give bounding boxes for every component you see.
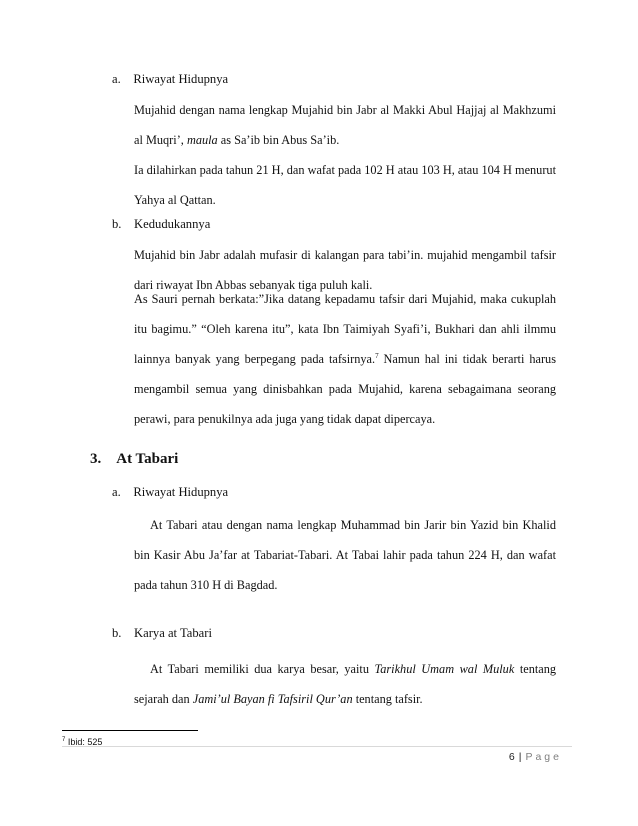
text-line: As Sauri pernah berkata:”Jika datang kepadamu tafsir dari Mujahid, maka cukuplah — [134, 292, 556, 306]
text-run: sejarah dan — [134, 692, 190, 706]
text-run: al Muqri’, — [134, 133, 184, 147]
text-line: itu bagimu.” “Oleh karena itu”, kata Ibn Taimiyah Syafi’i, Bukhari dan ahli ilmmu — [134, 322, 556, 336]
text-line: perawi, para penukilnya ada juga yang tidak dapat dipercaya. — [134, 412, 436, 426]
paragraph-tabari-biography — [134, 510, 556, 600]
footer-divider — [62, 746, 572, 747]
paragraph-as-sauri-quote — [134, 284, 556, 434]
page-word: Page — [525, 751, 562, 763]
text-line — [134, 654, 556, 684]
page-separator: | — [518, 751, 522, 763]
text-line: bin Kasir Abu Ja’far at Tabariat-Tabari. At Tabai lahir pada tahun 224 H, dan wafat — [134, 548, 556, 562]
text-line: Ia dilahirkan pada tahun 21 H, dan wafat pada 102 H atau 103 H, atau 104 H menurut — [134, 163, 556, 177]
book-title-tarikh: Tarikhul Umam wal Muluk — [374, 662, 515, 676]
page-number: 6 — [508, 751, 515, 763]
text-run: as Sa’ib bin Abus Sa’ib. — [220, 133, 340, 147]
text-line — [134, 125, 556, 155]
italic-term: maula — [186, 133, 218, 147]
text-line: At Tabari atau dengan nama lengkap Muhammad bin Jarir bin Yazid bin Khalid — [150, 518, 556, 532]
book-title-jamiul-bayan: Jami’ul Bayan fi Tafsiril Qur’an — [192, 692, 353, 706]
footnote-divider — [62, 730, 198, 731]
text-run: tentang — [519, 662, 557, 676]
subheading-karya-at-tabari: b. Karya at Tabari — [112, 626, 212, 640]
footnote-text: Ibid: 525 — [65, 737, 103, 747]
text-run: lainnya banyak yang berpegang pada tafsirnya. — [134, 352, 376, 366]
text-line: Mujahid dengan nama lengkap Mujahid bin Jabr al Makki Abul Hajjaj al Makhzumi — [134, 103, 556, 117]
text-line: Yahya al Qattan. — [134, 193, 216, 207]
text-run: tentang tafsir. — [355, 692, 423, 706]
text-line: pada tahun 310 H di Bagdad. — [134, 578, 278, 592]
text-run: Namun hal ini tidak berarti harus — [378, 352, 556, 366]
paragraph-mujahid-name — [134, 95, 556, 155]
paragraph-mujahid-birth — [134, 155, 556, 215]
section-heading-at-tabari: 3. At Tabari — [90, 451, 179, 467]
text-line: mengambil semua yang dinisbahkan pada Mujahid, karena sebagaimana seorang — [134, 382, 556, 396]
text-line — [134, 344, 556, 374]
footnote-reference: 7 — [375, 351, 379, 360]
subheading-kedudukannya: b. Kedudukannya — [112, 217, 211, 231]
text-line: dari riwayat Ibn Abbas sebanyak tiga puluh kali. — [134, 278, 373, 292]
subheading-riwayat-hidupnya-tabari: a. Riwayat Hidupnya — [112, 485, 229, 499]
paragraph-tabari-works — [134, 654, 556, 714]
text-run: At Tabari memiliki dua karya besar, yaitu — [150, 662, 369, 676]
footnote-number: 7 — [62, 737, 66, 743]
text-line: Mujahid bin Jabr adalah mufasir di kalangan para tabi’in. mujahid mengambil tafsir — [134, 248, 556, 262]
page-number-footer — [509, 751, 562, 763]
text-line — [134, 684, 556, 714]
subheading-riwayat-hidupnya: a. Riwayat Hidupnya — [112, 72, 229, 86]
